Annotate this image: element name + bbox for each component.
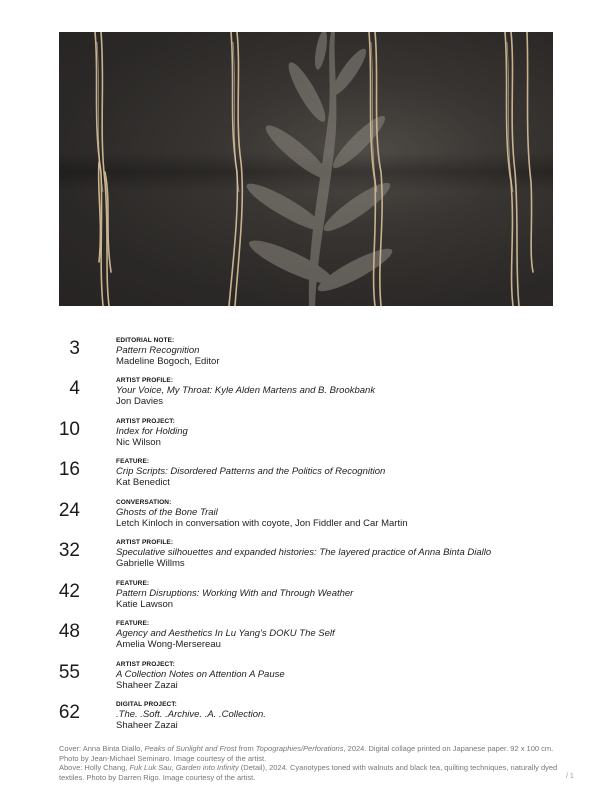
cover-credit: Cover: Anna Binta Diallo, Peaks of Sunlight and Frost from Topographies/Perforations, 2024. Digital collage printed on Japanese paper. 92 x 100 cm. Photo by Jean-Michael Seminaro. Image courtesy of the artist.: [59, 744, 554, 763]
toc-article-title[interactable]: Pattern Disruptions: Working With and Through Weather: [116, 588, 354, 599]
toc-page-number: 48: [58, 621, 80, 642]
toc-article-title[interactable]: Index for Holding: [116, 426, 188, 437]
textile-artwork: [59, 32, 553, 306]
toc-article-title[interactable]: Agency and Aesthetics In Lu Yang's DOKU The Self: [116, 628, 335, 639]
toc-author: Shaheer Zazai: [116, 720, 178, 731]
toc-article-title[interactable]: Ghosts of the Bone Trail: [116, 507, 218, 518]
toc-page-number: 4: [69, 378, 80, 399]
above-credit: Above: Holly Chang, Fuk Luk Sau, Garden into Infinity (Detail), 2024. Cyanotypes toned with walnuts and black tea, quilting techniques, naturally dyed textiles. Photo by Darren Rigo. Image courtesy of the artist.: [59, 763, 558, 782]
toc-page-number: 16: [58, 459, 80, 480]
page-number: / 1: [566, 773, 574, 780]
toc-entry[interactable]: [0, 579, 612, 619]
toc-entry[interactable]: [0, 498, 612, 538]
toc-article-title[interactable]: Your Voice, My Throat: Kyle Alden Martens and B. Brookbank: [116, 385, 376, 396]
hero-image: [59, 32, 553, 306]
toc-page-number: 55: [58, 662, 80, 683]
toc-article-title[interactable]: Crip Scripts: Disordered Patterns and the Politics of Recognition: [116, 466, 386, 477]
toc-page-number: 3: [69, 338, 80, 359]
toc-entry[interactable]: [0, 538, 612, 578]
toc-page-number: 10: [58, 419, 80, 440]
toc-entry[interactable]: [0, 700, 612, 740]
toc-author: Letch Kinloch in conversation with coyote, Jon Fiddler and Car Martin: [116, 518, 408, 529]
toc-page-number: 42: [58, 581, 80, 602]
toc-section-label: CONVERSATION:: [116, 499, 172, 506]
toc-section-label: FEATURE:: [116, 620, 150, 627]
toc-author: Jon Davies: [116, 396, 163, 407]
toc-entry[interactable]: [0, 336, 612, 376]
toc-section-label: EDITORIAL NOTE:: [116, 337, 175, 344]
toc-author: Madeline Bogoch, Editor: [116, 356, 220, 367]
toc-article-title[interactable]: A Collection Notes on Attention A Pause: [116, 669, 285, 680]
toc-author: Nic Wilson: [116, 437, 161, 448]
toc-page-number: 32: [58, 540, 80, 561]
toc-entry[interactable]: [0, 660, 612, 700]
toc-article-title[interactable]: .The. .Soft. .Archive. .A. .Collection.: [116, 709, 266, 720]
toc-entry[interactable]: [0, 619, 612, 659]
toc-section-label: ARTIST PROFILE:: [116, 377, 174, 384]
toc-entry[interactable]: [0, 417, 612, 457]
toc-author: Amelia Wong-Mersereau: [116, 639, 221, 650]
toc-entry[interactable]: [0, 457, 612, 497]
toc-author: Gabrielle Willms: [116, 558, 185, 569]
toc-author: Kat Benedict: [116, 477, 170, 488]
toc-section-label: FEATURE:: [116, 458, 150, 465]
toc-section-label: DIGITAL PROJECT:: [116, 701, 177, 708]
image-credits: [59, 744, 559, 782]
toc-article-title[interactable]: Pattern Recognition: [116, 345, 200, 356]
toc-entry[interactable]: [0, 376, 612, 416]
toc-section-label: FEATURE:: [116, 580, 150, 587]
toc-author: Shaheer Zazai: [116, 680, 178, 691]
toc-section-label: ARTIST PROFILE:: [116, 539, 174, 546]
toc-section-label: ARTIST PROJECT:: [116, 661, 175, 668]
toc-section-label: ARTIST PROJECT:: [116, 418, 175, 425]
toc-article-title[interactable]: Speculative silhouettes and expanded histories: The layered practice of Anna Binta Diallo: [116, 547, 492, 558]
toc-author: Katie Lawson: [116, 599, 174, 610]
toc-page-number: 24: [58, 500, 80, 521]
toc-page-number: 62: [58, 702, 80, 723]
